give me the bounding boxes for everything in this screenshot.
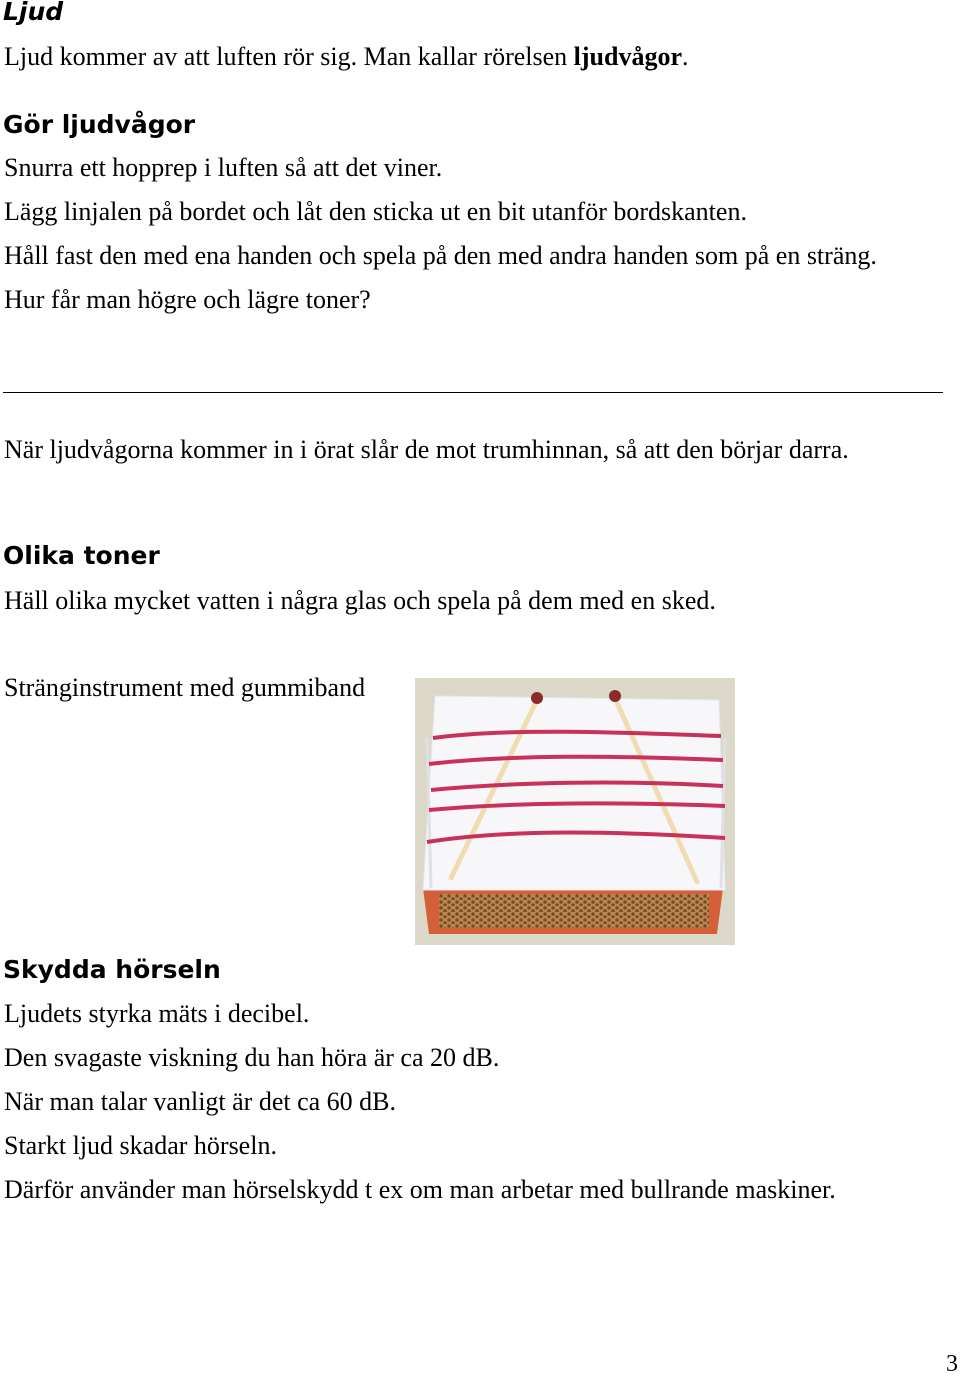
intro-text-before: Ljud kommer av att luften rör sig. Man kallar rörelsen xyxy=(4,42,574,71)
make-waves-line: Håll fast den med ena handen och spela på den med andra handen som på en sträng. xyxy=(4,241,877,270)
rubber-band-instrument-photo xyxy=(415,678,735,945)
make-waves-question: Hur får man högre och lägre toner? xyxy=(4,285,371,314)
hearing-line: Den svagaste viskning du han höra är ca 20 dB. xyxy=(4,1043,500,1072)
make-waves-line: Snurra ett hopprep i luften så att det viner. xyxy=(4,153,443,182)
eardrum-text: När ljudvågorna kommer in i örat slår de mot trumhinnan, så att den börjar darra. xyxy=(4,435,849,464)
hearing-line: Ljudets styrka mäts i decibel. xyxy=(4,999,310,1028)
heading-make-waves: Gör ljudvågor xyxy=(3,110,196,139)
intro-text-after: . xyxy=(682,42,689,71)
matchbox-top xyxy=(423,696,725,890)
tones-line: Häll olika mycket vatten i några glas och spela på dem med en sked. xyxy=(4,586,716,615)
answer-line xyxy=(3,392,943,393)
page-number: 3 xyxy=(946,1351,958,1377)
heading-hearing: Skydda hörseln xyxy=(3,955,221,984)
matchbox-striker xyxy=(439,894,709,928)
make-waves-line: Lägg linjalen på bordet och låt den sticka ut en bit utanför bordskanten. xyxy=(4,197,747,226)
intro-text xyxy=(4,42,689,72)
match-head xyxy=(531,692,543,704)
string-instrument-label: Stränginstrument med gummiband xyxy=(4,673,366,702)
page-title: Ljud xyxy=(3,0,64,26)
hearing-line: När man talar vanligt är det ca 60 dB. xyxy=(4,1087,397,1116)
intro-bold-term: ljudvågor xyxy=(573,42,683,71)
heading-tones: Olika toner xyxy=(3,541,160,570)
match-head xyxy=(609,690,621,702)
hearing-line: Starkt ljud skadar hörseln. xyxy=(4,1131,277,1160)
hearing-line: Därför använder man hörselskydd t ex om man arbetar med bullrande maskiner. xyxy=(4,1175,836,1204)
